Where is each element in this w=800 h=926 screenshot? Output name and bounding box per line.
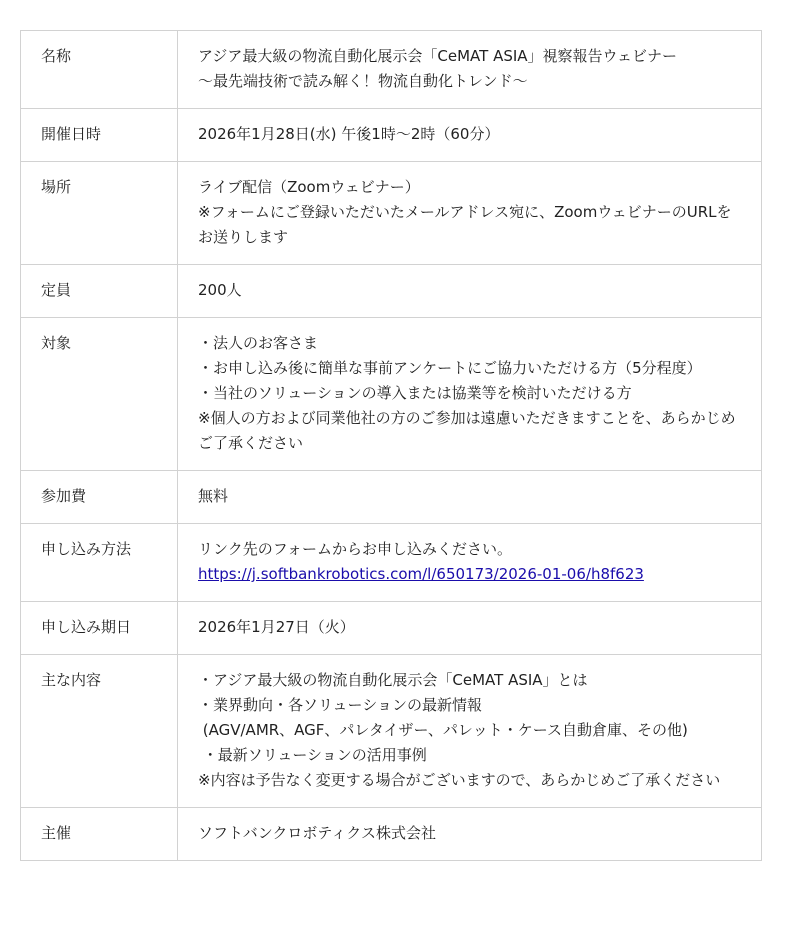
row-value-line: 〜最先端技術で読み解く！物流自動化トレンド〜	[198, 72, 528, 90]
row-value-line: ライブ配信（Zoomウェビナー）	[198, 178, 420, 196]
row-value-line: 2026年1月28日(水) 午後1時〜2時（60分）	[198, 125, 500, 143]
row-value-line: 無料	[198, 487, 229, 505]
table-row	[21, 655, 762, 808]
row-label: 申し込み期日	[21, 602, 178, 655]
row-value	[178, 265, 762, 318]
table-row	[21, 524, 762, 602]
table-row	[21, 109, 762, 162]
row-value	[178, 471, 762, 524]
table-row	[21, 162, 762, 265]
row-label: 場所	[21, 162, 178, 265]
row-value-line: リンク先のフォームからお申し込みください。	[198, 540, 512, 558]
row-label: 申し込み方法	[21, 524, 178, 602]
row-value	[178, 602, 762, 655]
row-value-line: ※内容は予告なく変更する場合がございますので、あらかじめご了承ください	[198, 771, 721, 789]
table-row	[21, 31, 762, 109]
row-value-line: ※フォームにご登録いただいたメールアドレス宛に、ZoomウェビナーのURLをお送りします	[198, 203, 732, 246]
row-value	[178, 31, 762, 109]
table-row	[21, 602, 762, 655]
row-label: 参加費	[21, 471, 178, 524]
row-value	[178, 109, 762, 162]
row-label: 定員	[21, 265, 178, 318]
registration-link[interactable]: https://j.softbankrobotics.com/l/650173/2026-01-06/h8f623	[198, 565, 644, 583]
row-value-line: ・アジア最大級の物流自動化展示会「CeMAT ASIA」とは	[198, 671, 588, 689]
row-value-line: ・法人のお客さま	[198, 334, 319, 352]
table-row	[21, 808, 762, 861]
row-label: 名称	[21, 31, 178, 109]
row-label: 対象	[21, 318, 178, 471]
event-info-table-body	[21, 31, 762, 861]
row-value-line: ・当社のソリューションの導入または協業等を検討いただける方	[198, 384, 632, 402]
row-value	[178, 162, 762, 265]
row-value	[178, 318, 762, 471]
row-value-line: 2026年1月27日（火）	[198, 618, 355, 636]
row-label: 主催	[21, 808, 178, 861]
event-info-table	[20, 30, 762, 861]
row-value-line: ※個人の方および同業他社の方のご参加は遠慮いただきますことを、あらかじめご了承ください	[198, 409, 736, 452]
row-value-line: ・お申し込み後に簡単な事前アンケートにご協力いただける方（5分程度）	[198, 359, 702, 377]
row-value	[178, 808, 762, 861]
table-row	[21, 318, 762, 471]
row-value-line: アジア最大級の物流自動化展示会「CeMAT ASIA」視察報告ウェビナー	[198, 47, 677, 65]
table-row	[21, 265, 762, 318]
row-value	[178, 655, 762, 808]
row-value-line: ・最新ソリューションの活用事例	[198, 746, 427, 764]
row-label: 主な内容	[21, 655, 178, 808]
row-value-line: 200人	[198, 281, 242, 299]
row-value	[178, 524, 762, 602]
row-label: 開催日時	[21, 109, 178, 162]
table-row	[21, 471, 762, 524]
row-value-line: ・業界動向・各ソリューションの最新情報	[198, 696, 482, 714]
row-value-line: ソフトバンクロボティクス株式会社	[198, 824, 437, 842]
row-value-line: (AGV/AMR、AGF、パレタイザー、パレット・ケース自動倉庫、その他)	[198, 721, 688, 739]
